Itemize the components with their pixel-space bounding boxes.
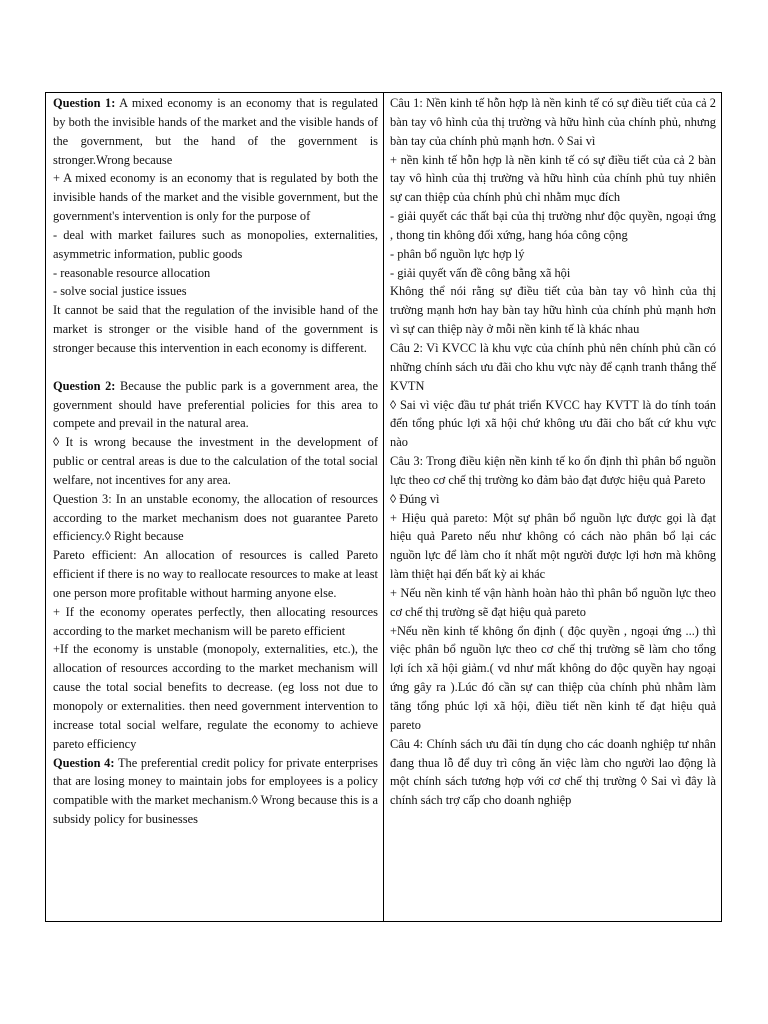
english-paragraph: +If the economy is unstable (monopoly, externalities, etc.), the allocation of resources according to the market mechanism will cause the total social benefits to decrease. (eg loss not due to monopoly or externalities. then need government intervention to increase total social welfare, regulate the economy to achieve pareto efficiency xyxy=(53,642,378,751)
vietnamese-column xyxy=(384,93,721,921)
vietnamese-paragraph: Câu 3: Trong điều kiện nền kinh tế ko ổn định thì phân bổ nguồn lực theo cơ chế thị trường ko đảm bảo đạt được hiệu quả Pareto xyxy=(390,454,716,487)
vietnamese-paragraph: ◊ Đúng vì xyxy=(390,491,440,506)
vietnamese-paragraph: - phân bổ nguồn lực hợp lý xyxy=(390,246,525,261)
vietnamese-paragraph: - giải quyết các thất bại của thị trường như độc quyền, ngoại ứng , thong tin không đối xứng, hang hóa công cộng xyxy=(390,209,716,242)
vietnamese-paragraph: Không thể nói rằng sự điều tiết của bàn tay vô hình của thị trường mạnh hơn hay bàn tay hữu hình của chính phủ mạnh hơn vì sự can thiệp này ở mỗi nền kinh tế là khác nhau xyxy=(390,284,716,337)
vietnamese-paragraph: Câu 2: Vì KVCC là khu vực của chính phủ nên chính phủ cần có những chính sách ưu đãi cho khu vực này để cạnh tranh thắng thế KVTN xyxy=(390,340,716,393)
vietnamese-paragraph: +Nếu nền kinh tế không ổn định ( độc quyền , ngoại ứng ...) thì việc phân bổ nguồn lực theo cơ chế thị trường sẽ làm cho tổng lợi ích xã hội giảm.( vd như mất không do độc quyền hay ngoại ứng gây ra ).Lúc đó cần sự can thiệp của chính phủ nhằm làm tăng tổng phúc lợi xã hội, điều tiết nền kinh tế đạt hiệu quả pareto xyxy=(390,623,716,732)
vietnamese-paragraph: Câu 1: Nền kinh tế hỗn hợp là nền kinh tế có sự điều tiết của cả 2 bàn tay vô hình của thị trường và hữu hình của chính phủ, nhưng bàn tay của chính phủ mạnh hơn. ◊ Sai vì xyxy=(390,96,716,148)
vietnamese-paragraph: - giải quyết vấn đề công bằng xã hội xyxy=(390,265,571,280)
question-label: Question 4: xyxy=(53,755,115,770)
vietnamese-paragraph: + Hiệu quả pareto: Một sự phân bổ nguồn lực được gọi là đạt hiệu quả Pareto nếu như không có cách nào phân bổ lại các nguồn lực để làm cho ít nhất một người được lợi hơn mà không làm thiệt hại đến bất kỳ ai khác xyxy=(390,510,716,582)
english-paragraph: Pareto efficient: An allocation of resources is called Pareto efficient if there is no way to reallocate resources to make at least one person more profitable without harming anyone else. xyxy=(53,548,378,600)
english-paragraph: Question 4: The preferential credit policy for private enterprises that are losing money to maintain jobs for employees is a policy compatible with the market mechanism.◊ Wrong because this is a subsidy policy for businesses xyxy=(53,755,378,827)
english-paragraph: Question 1: A mixed economy is an economy that is regulated by both the invisible hands of the market and the visible hands of the government, but the hand of the government is stronger.Wrong because xyxy=(53,96,378,167)
vietnamese-paragraph: Câu 4: Chính sách ưu đãi tín dụng cho các doanh nghiệp tư nhân đang thua lỗ để duy trì công ăn việc làm cho người lao động là một chính sách tương hợp với cơ chế thị trường ◊ Sai vì đây là chính sách trợ cấp cho doanh nghiệp xyxy=(390,736,716,808)
english-column xyxy=(46,93,384,921)
vietnamese-paragraph: + Nếu nền kinh tế vận hành hoàn hảo thì phân bổ nguồn lực theo cơ chế thị trường sẽ đạt hiệu quả pareto xyxy=(390,585,716,619)
english-paragraph: - solve social justice issues xyxy=(53,284,187,299)
bilingual-qa-table xyxy=(45,92,722,922)
english-paragraph: + If the economy operates perfectly, then allocating resources according to the market mechanism will be pareto efficient xyxy=(53,604,378,638)
blank-line xyxy=(53,358,378,377)
english-paragraph: - reasonable resource allocation xyxy=(53,265,211,280)
vietnamese-paragraph: + nền kinh tế hỗn hợp là nền kinh tế có sự điều tiết của cả 2 bàn tay vô hình của thị trường và hữu hình của chính phủ tuy nhiên sự can thiệp của chính phủ chỉ nhằm mục đích xyxy=(390,152,716,205)
question-label: Question 1: xyxy=(53,96,116,110)
english-paragraph: + A mixed economy is an economy that is regulated by both the invisible hands of the market and the visible government, but the government's intervention is only for the purpose of xyxy=(53,171,378,224)
question-label: Question 2: xyxy=(53,378,116,393)
english-paragraph: Question 2: Because the public park is a government area, the government should have preferential policies for this area to compete and prevail in the natural area. xyxy=(53,378,378,431)
english-paragraph: Question 3: In an unstable economy, the allocation of resources according to the market mechanism does not guarantee Pareto efficiency.◊ Right because xyxy=(53,491,378,544)
english-paragraph: It cannot be said that the regulation of the invisible hand of the market is stronger or the visible hand of the government is stronger because this intervention in each economy is different. xyxy=(53,303,378,355)
english-paragraph: - deal with market failures such as monopolies, externalities, asymmetric information, public goods xyxy=(53,227,378,261)
vietnamese-paragraph: ◊ Sai vì việc đầu tư phát triển KVCC hay KVTT là do tính toán đến tổng phúc lợi xã hội chứ không ưu đãi cho bất cứ khu vực nào xyxy=(390,397,716,450)
english-paragraph: ◊ It is wrong because the investment in the development of public or central areas is due to the calculation of the total social welfare, not incentives for any area. xyxy=(53,435,378,487)
